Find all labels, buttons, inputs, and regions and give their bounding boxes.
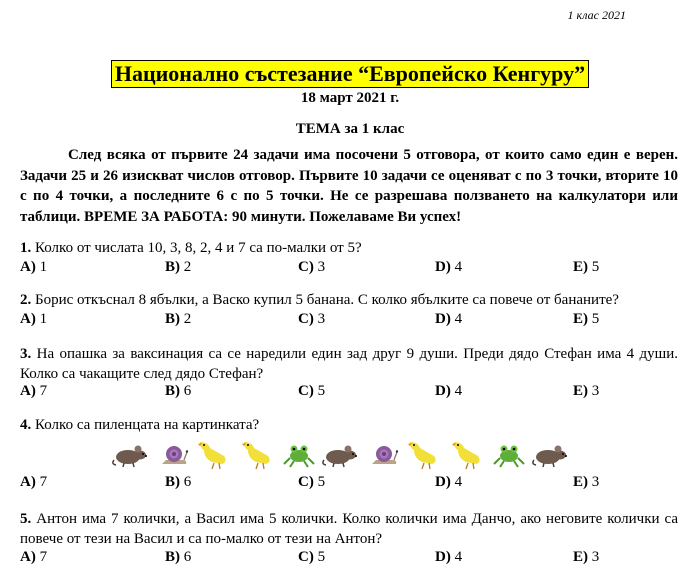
frog-icon [282,438,316,468]
answer-e[interactable]: E) 3 [573,474,600,490]
answer-c[interactable]: C) 3 [298,259,326,275]
answer-d[interactable]: D) 4 [435,259,463,275]
answers-row-3 [20,383,700,403]
question-text: Антон има 7 колички, а Васил има 5 колички. Колко колички има Данчо, ако неговите колички са повече от тези на Васил и са по-малко от тези на Антон? [20,511,678,547]
answer-e[interactable]: E) 5 [573,259,600,275]
answer-c[interactable]: C) 5 [298,549,326,565]
topic-heading: ТЕМА за 1 клас [295,121,405,137]
answer-e[interactable]: E) 5 [573,311,600,327]
question-text: Борис откъснал 8 ябълки, а Васко купил 5 банана. С колко ябълките са повече от бананите? [35,292,619,308]
snail-icon [370,438,400,468]
question-number: 3. [20,346,32,362]
answers-row-2 [20,311,700,331]
answer-d[interactable]: D) 4 [435,549,463,565]
mouse-icon [320,438,360,468]
answer-b[interactable]: B) 6 [165,383,192,399]
answer-a[interactable]: A) 1 [20,311,48,327]
answer-a[interactable]: A) 7 [20,383,48,399]
question-1 [20,238,678,258]
answer-d[interactable]: D) 4 [435,383,463,399]
chick-icon [194,438,234,470]
answer-a[interactable]: A) 1 [20,259,48,275]
question-text: Колко от числата 10, 3, 8, 2, 4 и 7 са по-малки от 5? [35,240,362,256]
question-3 [20,344,678,384]
answer-e[interactable]: E) 3 [573,549,600,565]
answer-c[interactable]: C) 3 [298,311,326,327]
answers-row-1 [20,259,700,279]
animals-picture [110,438,580,472]
mouse-icon [530,438,570,468]
question-number: 1. [20,240,32,256]
instructions-paragraph [20,145,678,227]
answer-c[interactable]: C) 5 [298,383,326,399]
answer-a[interactable]: A) 7 [20,474,48,490]
answers-row-4 [20,474,700,494]
question-number: 2. [20,292,32,308]
question-5 [20,509,678,549]
frog-icon [492,438,526,468]
question-2 [20,290,678,310]
question-4 [20,415,678,435]
question-text: На опашка за ваксинация са се наредили един зад друг 9 души. Преди дядо Стефан има 4 души. Колко са чакащите след дядо Стефан? [20,346,678,382]
chick-icon [404,438,444,470]
answer-b[interactable]: B) 2 [165,311,192,327]
chick-icon [448,438,488,470]
answer-d[interactable]: D) 4 [435,474,463,490]
snail-icon [160,438,190,468]
answer-c[interactable]: C) 5 [298,474,326,490]
page-title: Национално състезание “Европейско Кенгуру” [111,60,589,88]
answer-b[interactable]: B) 6 [165,549,192,565]
answer-e[interactable]: E) 3 [573,383,600,399]
instructions-text: След всяка от първите 24 задачи има посочени 5 отговора, от които само един е верен. Задачи 25 и 26 изискват числов отговор. Първите 10 задачи се оценяват с по 3 точки, вторите 10 с по 4 точки, а последните 6 с по 5 точки. Не се разрешава ползването на калкулатори или таблици. ВРЕМЕ ЗА РАБОТА: 90 минути. Пожелаваме Ви успех! [20,147,678,225]
answer-b[interactable]: B) 2 [165,259,192,275]
question-number: 5. [20,511,32,527]
mouse-icon [110,438,150,468]
answer-a[interactable]: A) 7 [20,549,48,565]
question-text: Колко са пиленцата на картинката? [35,417,260,433]
answers-row-5 [20,549,700,569]
question-number: 4. [20,417,32,433]
title-container [0,60,700,88]
grade-year-label: 1 клас 2021 [567,8,626,22]
answer-d[interactable]: D) 4 [435,311,463,327]
answer-b[interactable]: B) 6 [165,474,192,490]
chick-icon [238,438,278,470]
date-label: 18 март 2021 г. [300,90,400,106]
